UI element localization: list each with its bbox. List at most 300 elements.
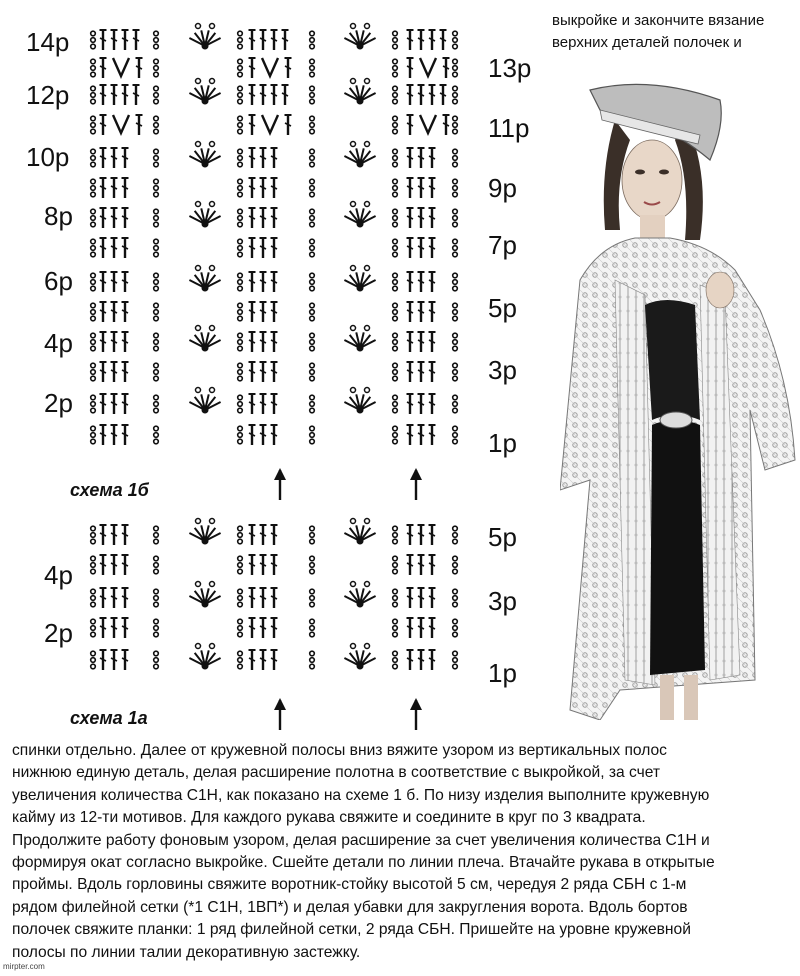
chain-symbol: [91, 602, 96, 607]
chain-symbol: [310, 86, 315, 91]
fan-symbol: [365, 519, 370, 524]
chain-symbol: [393, 156, 398, 161]
chain-symbol: [453, 162, 458, 167]
chain-symbol: [238, 340, 243, 345]
chain-symbol: [310, 280, 315, 285]
fan-symbol: [196, 388, 201, 393]
chain-symbol: [310, 333, 315, 338]
fan-symbol: [210, 79, 215, 84]
chain-symbol: [393, 31, 398, 36]
text-line: увеличения количества С1Н, как показано на схеме 1 б. По низу изделия выполните кружевную: [12, 786, 710, 804]
chain-symbol: [393, 86, 398, 91]
chain-symbol: [310, 664, 315, 669]
row-label: 7р: [488, 230, 517, 260]
chain-symbol: [310, 539, 315, 544]
chain-symbol: [310, 651, 315, 656]
chain-symbol: [238, 246, 243, 251]
chain-symbol: [154, 439, 159, 444]
chain-symbol: [238, 363, 243, 368]
chain-symbol: [310, 99, 315, 104]
chain-symbol: [393, 376, 398, 381]
chain-symbol: [393, 526, 398, 531]
chain-symbol: [310, 433, 315, 438]
chain-symbol: [238, 346, 243, 351]
chain-symbol: [393, 602, 398, 607]
chain-symbol: [238, 179, 243, 184]
chain-symbol: [238, 209, 243, 214]
chain-symbol: [238, 433, 243, 438]
chain-symbol: [238, 402, 243, 407]
chain-symbol: [310, 426, 315, 431]
chain-symbol: [91, 273, 96, 278]
chain-symbol: [91, 310, 96, 315]
chain-symbol: [310, 658, 315, 663]
chain-symbol: [393, 44, 398, 49]
fan-symbol: [196, 326, 201, 331]
chain-symbol: [238, 252, 243, 257]
row-label: 2р: [44, 388, 73, 418]
chain-symbol: [310, 273, 315, 278]
chain-symbol: [453, 596, 458, 601]
chain-symbol: [453, 38, 458, 43]
chain-symbol: [91, 563, 96, 568]
chain-symbol: [238, 129, 243, 134]
chain-symbol: [91, 216, 96, 221]
chain-symbol: [154, 273, 159, 278]
chain-symbol: [154, 179, 159, 184]
chain-symbol: [91, 658, 96, 663]
chain-symbol: [393, 99, 398, 104]
text-line: нижнюю единую деталь, делая расширение полотна в соответствие с выкройкой, за счет: [12, 764, 661, 782]
fan-symbol: [210, 142, 215, 147]
chain-symbol: [310, 632, 315, 637]
text-line: кайму из 12-ти мотивов. Для каждого рукава свяжите и соедините в круг по 3 квадрата.: [12, 809, 646, 827]
chain-symbol: [310, 556, 315, 561]
chain-symbol: [393, 363, 398, 368]
fan-symbol: [365, 79, 370, 84]
chain-symbol: [310, 192, 315, 197]
chain-symbol: [310, 589, 315, 594]
increase-symbol: [262, 115, 278, 133]
chain-symbol: [154, 192, 159, 197]
chain-symbol: [310, 44, 315, 49]
chain-symbol: [393, 286, 398, 291]
fan-symbol: [351, 79, 356, 84]
chain-symbol: [238, 569, 243, 574]
chain-symbol: [310, 602, 315, 607]
chain-symbol: [238, 310, 243, 315]
chain-symbol: [154, 664, 159, 669]
chain-symbol: [238, 222, 243, 227]
chain-symbol: [154, 596, 159, 601]
chain-symbol: [238, 626, 243, 631]
row-label: 5р: [488, 293, 517, 323]
chain-symbol: [393, 149, 398, 154]
chain-symbol: [154, 370, 159, 375]
chain-symbol: [154, 239, 159, 244]
chain-symbol: [91, 619, 96, 624]
chain-symbol: [310, 346, 315, 351]
chain-symbol: [453, 346, 458, 351]
chain-symbol: [393, 563, 398, 568]
fan-symbol: [196, 202, 201, 207]
chain-symbol: [453, 533, 458, 538]
text-line: проймы. Вдоль горловины свяжите воротник-стойку высотой 5 см, чередуя 2 ряда СБН с 1-м: [12, 876, 687, 894]
chain-symbol: [310, 439, 315, 444]
chain-symbol: [453, 363, 458, 368]
chain-symbol: [154, 156, 159, 161]
chain-symbol: [154, 408, 159, 413]
chain-symbol: [238, 280, 243, 285]
chain-symbol: [393, 59, 398, 64]
chain-symbol: [453, 526, 458, 531]
chain-symbol: [154, 433, 159, 438]
chain-symbol: [91, 252, 96, 257]
chain-symbol: [154, 346, 159, 351]
chain-symbol: [238, 116, 243, 121]
chain-symbol: [453, 626, 458, 631]
chain-symbol: [91, 222, 96, 227]
chain-symbol: [393, 632, 398, 637]
chain-symbol: [453, 72, 458, 77]
row-label: 3р: [488, 355, 517, 385]
fan-symbol: [210, 519, 215, 524]
chain-symbol: [238, 602, 243, 607]
chain-symbol: [238, 123, 243, 128]
chain-symbol: [91, 370, 96, 375]
chain-symbol: [393, 38, 398, 43]
chain-symbol: [154, 563, 159, 568]
chain-symbol: [238, 31, 243, 36]
arrow-up-icon: [274, 468, 286, 480]
fan-symbol: [351, 388, 356, 393]
chain-symbol: [310, 216, 315, 221]
chain-symbol: [393, 209, 398, 214]
chain-symbol: [91, 44, 96, 49]
chain-symbol: [393, 239, 398, 244]
chain-symbol: [310, 93, 315, 98]
fan-symbol: [210, 326, 215, 331]
chain-symbol: [91, 72, 96, 77]
chain-symbol: [453, 31, 458, 36]
chain-symbol: [453, 426, 458, 431]
chain-symbol: [310, 563, 315, 568]
chain-symbol: [154, 44, 159, 49]
chain-symbol: [393, 72, 398, 77]
chain-symbol: [91, 31, 96, 36]
chain-symbol: [91, 632, 96, 637]
fan-symbol: [351, 266, 356, 271]
chain-symbol: [91, 395, 96, 400]
fan-symbol: [365, 644, 370, 649]
row-label: 3р: [488, 586, 517, 616]
fan-symbol: [365, 142, 370, 147]
chain-symbol: [91, 209, 96, 214]
chain-symbol: [154, 626, 159, 631]
fan-symbol: [351, 202, 356, 207]
chain-symbol: [393, 192, 398, 197]
chain-symbol: [453, 246, 458, 251]
chain-symbol: [310, 626, 315, 631]
chain-symbol: [310, 38, 315, 43]
chain-symbol: [91, 316, 96, 321]
chain-symbol: [154, 632, 159, 637]
chain-symbol: [238, 186, 243, 191]
row-label: 4р: [44, 328, 73, 358]
row-label: 9р: [488, 173, 517, 203]
chain-symbol: [393, 658, 398, 663]
chain-symbol: [310, 222, 315, 227]
fan-symbol: [365, 24, 370, 29]
text-line: Продолжите работу фоновым узором, делая расширение за счет увеличения количества С1Н и: [12, 831, 710, 849]
chain-symbol: [238, 59, 243, 64]
chain-symbol: [310, 31, 315, 36]
chain-symbol: [91, 246, 96, 251]
chain-symbol: [154, 38, 159, 43]
chain-symbol: [238, 651, 243, 656]
chain-symbol: [453, 216, 458, 221]
fan-symbol: [210, 24, 215, 29]
top-text: [552, 10, 764, 54]
fan-symbol: [351, 582, 356, 587]
fan-symbol: [196, 582, 201, 587]
chain-symbol: [91, 569, 96, 574]
chain-symbol: [453, 310, 458, 315]
model-photo: [560, 80, 800, 720]
chain-symbol: [91, 363, 96, 368]
chain-symbol: [453, 589, 458, 594]
chain-symbol: [393, 316, 398, 321]
chain-symbol: [453, 439, 458, 444]
chain-symbol: [91, 162, 96, 167]
fan-symbol: [351, 24, 356, 29]
chain-symbol: [393, 93, 398, 98]
chain-symbol: [238, 370, 243, 375]
chain-symbol: [154, 129, 159, 134]
chain-symbol: [453, 316, 458, 321]
chain-symbol: [154, 316, 159, 321]
chain-symbol: [393, 408, 398, 413]
chain-symbol: [310, 72, 315, 77]
chain-symbol: [154, 539, 159, 544]
chain-symbol: [238, 533, 243, 538]
chain-symbol: [310, 596, 315, 601]
fan-symbol: [365, 388, 370, 393]
chain-symbol: [393, 216, 398, 221]
chain-symbol: [238, 539, 243, 544]
chain-symbol: [91, 439, 96, 444]
chain-symbol: [393, 402, 398, 407]
chain-symbol: [91, 408, 96, 413]
chain-symbol: [453, 209, 458, 214]
chain-symbol: [91, 239, 96, 244]
top-text-line: выкройке и закончите вязание: [552, 12, 765, 29]
chain-symbol: [393, 303, 398, 308]
fan-symbol: [351, 519, 356, 524]
chain-symbol: [453, 66, 458, 71]
fan-symbol: [365, 266, 370, 271]
chain-symbol: [91, 286, 96, 291]
chain-symbol: [393, 556, 398, 561]
chain-symbol: [154, 556, 159, 561]
chain-symbol: [310, 395, 315, 400]
chain-symbol: [453, 408, 458, 413]
chain-symbol: [238, 156, 243, 161]
chain-symbol: [310, 252, 315, 257]
chain-symbol: [310, 179, 315, 184]
chain-symbol: [453, 192, 458, 197]
chain-symbol: [393, 589, 398, 594]
chain-symbol: [393, 310, 398, 315]
chain-symbol: [154, 395, 159, 400]
chain-symbol: [91, 303, 96, 308]
chain-symbol: [453, 156, 458, 161]
chain-symbol: [453, 286, 458, 291]
chain-symbol: [154, 222, 159, 227]
chain-symbol: [453, 222, 458, 227]
chain-symbol: [453, 129, 458, 134]
chain-symbol: [154, 86, 159, 91]
increase-symbol: [420, 115, 436, 133]
row-label: 1р: [488, 658, 517, 688]
chain-symbol: [238, 658, 243, 663]
chain-symbol: [91, 651, 96, 656]
chain-symbol: [238, 216, 243, 221]
chain-symbol: [393, 66, 398, 71]
chain-symbol: [393, 186, 398, 191]
chain-symbol: [91, 186, 96, 191]
fan-symbol: [196, 644, 201, 649]
chain-symbol: [91, 179, 96, 184]
chain-symbol: [393, 533, 398, 538]
chain-symbol: [91, 59, 96, 64]
chain-symbol: [238, 66, 243, 71]
chain-symbol: [310, 239, 315, 244]
chain-symbol: [91, 66, 96, 71]
chain-symbol: [310, 246, 315, 251]
chain-symbol: [91, 116, 96, 121]
chain-symbol: [154, 216, 159, 221]
chain-symbol: [310, 370, 315, 375]
fan-symbol: [351, 142, 356, 147]
chain-symbol: [310, 116, 315, 121]
chain-symbol: [393, 395, 398, 400]
chain-symbol: [310, 303, 315, 308]
chain-symbol: [91, 93, 96, 98]
text-line: формируя окат согласно выкройке. Сшейте детали по линии плеча. Втачайте рукава в открытые: [12, 854, 715, 872]
chain-symbol: [91, 123, 96, 128]
chain-symbol: [238, 44, 243, 49]
chain-symbol: [310, 526, 315, 531]
chain-symbol: [154, 246, 159, 251]
chain-symbol: [154, 589, 159, 594]
chain-symbol: [393, 370, 398, 375]
chain-symbol: [154, 162, 159, 167]
chain-symbol: [154, 123, 159, 128]
chain-symbol: [154, 286, 159, 291]
chain-symbol: [154, 149, 159, 154]
chain-symbol: [393, 252, 398, 257]
chain-symbol: [154, 651, 159, 656]
chain-symbol: [453, 632, 458, 637]
arrow-up-icon: [410, 468, 422, 480]
chain-symbol: [393, 273, 398, 278]
chain-symbol: [453, 116, 458, 121]
text-line: полосы по линии талии декоративную застежку.: [12, 943, 361, 961]
chain-symbol: [310, 149, 315, 154]
fan-symbol: [210, 644, 215, 649]
chain-symbol: [154, 93, 159, 98]
chain-symbol: [238, 86, 243, 91]
chain-symbol: [453, 602, 458, 607]
chain-symbol: [154, 426, 159, 431]
fan-symbol: [351, 644, 356, 649]
fan-symbol: [196, 266, 201, 271]
chain-symbol: [310, 569, 315, 574]
fan-symbol: [210, 266, 215, 271]
chain-symbol: [91, 340, 96, 345]
increase-symbol: [113, 58, 129, 76]
chain-symbol: [453, 370, 458, 375]
chain-symbol: [91, 589, 96, 594]
chain-symbol: [238, 664, 243, 669]
chain-symbol: [91, 426, 96, 431]
chain-symbol: [453, 563, 458, 568]
scheme-caption: схема 1б: [70, 480, 149, 500]
chain-symbol: [154, 658, 159, 663]
row-label: 14р: [26, 27, 70, 57]
row-label: 4р: [44, 560, 73, 590]
chain-symbol: [238, 439, 243, 444]
fan-symbol: [351, 326, 356, 331]
chain-symbol: [238, 596, 243, 601]
chain-symbol: [453, 539, 458, 544]
chain-symbol: [238, 286, 243, 291]
chain-symbol: [154, 72, 159, 77]
chain-symbol: [154, 526, 159, 531]
chain-symbol: [154, 602, 159, 607]
chain-symbol: [91, 156, 96, 161]
chain-symbol: [154, 619, 159, 624]
chain-symbol: [453, 280, 458, 285]
chain-symbol: [453, 402, 458, 407]
chain-symbol: [238, 632, 243, 637]
chain-symbol: [154, 280, 159, 285]
chain-symbol: [91, 664, 96, 669]
chain-symbol: [393, 340, 398, 345]
fan-symbol: [365, 326, 370, 331]
chain-symbol: [310, 402, 315, 407]
chain-symbol: [453, 44, 458, 49]
fan-symbol: [196, 24, 201, 29]
chain-symbol: [310, 209, 315, 214]
chain-symbol: [238, 72, 243, 77]
chain-symbol: [393, 433, 398, 438]
chain-symbol: [154, 31, 159, 36]
chain-symbol: [453, 340, 458, 345]
chain-symbol: [393, 333, 398, 338]
chain-symbol: [310, 123, 315, 128]
row-label: 13р: [488, 53, 532, 83]
chain-symbol: [453, 433, 458, 438]
row-label: 6р: [44, 266, 73, 296]
chain-symbol: [453, 179, 458, 184]
chain-symbol: [310, 363, 315, 368]
chain-symbol: [238, 376, 243, 381]
chain-symbol: [238, 426, 243, 431]
chain-symbol: [453, 86, 458, 91]
chain-symbol: [453, 658, 458, 663]
